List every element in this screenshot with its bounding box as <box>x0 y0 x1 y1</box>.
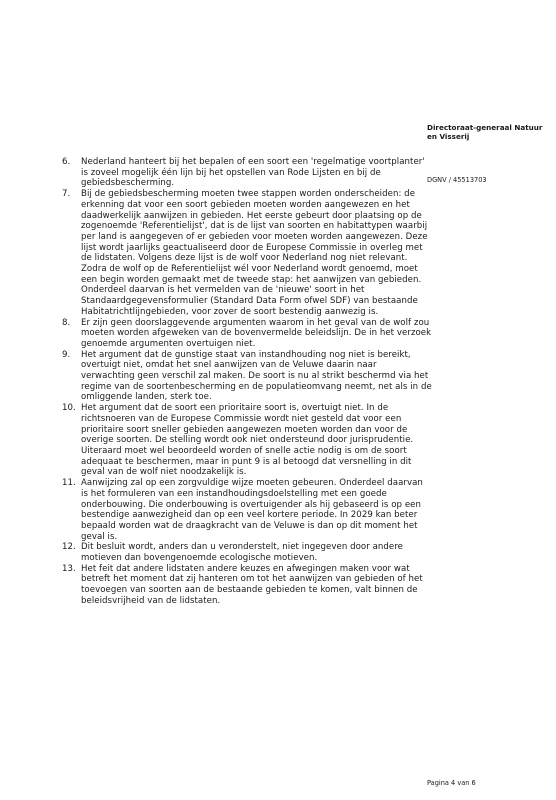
list-item-text: Bij de gebiedsbescherming moeten twee stappen worden onderscheiden: de erkenning dat voor een soort gebieden moeten worden aangewezen en het daadwerkelijk aanwijzen in gebieden. Het eerste gebeurt door plaatsing op de zogenoemde 'Referentielijst', dat is de lijst van soorten en habitattypen waarbij per land is aangegeven of er gebieden voor moeten worden aangewezen. Deze lijst wordt jaarlijks geactualiseerd door de Europese Commissie in overleg met de lidstaten. Volgens deze lijst is de wolf voor Nederland nog niet relevant. Zodra de wolf op de Referentielijst wél voor Nederland wordt genoemd, moet een begin worden gemaakt met de tweede stap: het aanwijzen van gebieden. Onderdeel daarvan is het vermelden van de 'nieuwe' soort in het Standaardgegevensformulier (Standard Data Form ofwel SDF) van bestaande Habitatrichtlijngebieden, voor zover de soort bestendig aanwezig is. <box>81 189 428 317</box>
list-item-text: Aanwijzing zal op een zorgvuldige wijze moeten gebeuren. Onderdeel daarvan is het formuleren van een instandhoudingsdoelstelling met een goede onderbouwing. Die onderbouwing is overtuigender als hij gebaseerd is op een bestendige aanwezigheid dan op een veel kortere periode. In 2029 kan beter bepaald worden wat de draagkracht van de Veluwe is dan op dit moment het geval is. <box>81 478 423 542</box>
list-item <box>62 478 432 542</box>
document-reference: DGNV / 45513703 <box>427 176 487 184</box>
list-item <box>62 403 432 478</box>
list-item <box>62 542 432 563</box>
list-item <box>62 189 432 317</box>
list-item-number: 10. <box>62 403 76 414</box>
numbered-list <box>62 157 432 607</box>
list-item <box>62 157 432 189</box>
list-item-number: 12. <box>62 542 76 553</box>
department-header <box>427 123 552 141</box>
list-item-number: 13. <box>62 563 76 574</box>
list-item-text: Het argument dat de gunstige staat van instandhouding nog niet is bereikt, overtuigt niet, omdat het snel aanwijzen van de Veluwe daarin naar verwachting geen verschil zal maken. De soort is nu al strikt beschermd via het regime van de soortenbescherming en de populatieomvang neemt, net als in de omliggende landen, sterk toe. <box>81 349 432 403</box>
list-item-number: 6. <box>62 157 71 167</box>
list-item-text: Dit besluit wordt, anders dan u veronderstelt, niet ingegeven door andere motieven dan bovengenoemde ecologische motieven. <box>81 542 403 564</box>
list-item <box>62 350 432 404</box>
list-item-text: Nederland hanteert bij het bepalen of een soort een 'regelmatige voortplanter' is zoveel mogelijk één lijn bij het opstellen van Rode Lijsten en bij de gebiedsbescherming. <box>81 157 425 189</box>
department-name-line2: en Visserij <box>427 132 470 141</box>
page-number: Pagina 4 van 6 <box>427 779 476 787</box>
list-item-text: Het feit dat andere lidstaten andere keuzes en afwegingen maken voor wat betreft het moment dat zij hanteren om tot het aanwijzen van gebieden of het toevoegen van soorten aan de bestaande gebieden te komen, valt binnen de beleidsvrijheid van de lidstaten. <box>81 563 423 606</box>
list-item <box>62 318 432 350</box>
list-item-number: 7. <box>62 189 71 200</box>
list-item-text: Er zijn geen doorslaggevende argumenten waarom in het geval van de wolf zou moeten worden afgeweken van de bovenvermelde beleidslijn. De in het verzoek genoemde argumenten overtuigen niet. <box>81 317 432 349</box>
list-item-number: 8. <box>62 317 71 328</box>
department-name-line1: Directoraat-generaal Natuur <box>427 123 543 132</box>
list-item-number: 9. <box>62 349 71 360</box>
list-item-number: 11. <box>62 478 76 489</box>
list-item <box>62 564 432 607</box>
list-item-text: Het argument dat de soort een prioritaire soort is, overtuigt niet. In de richtsnoeren van de Europese Commissie wordt niet gesteld dat voor een prioritaire soort sneller gebieden aangewezen moeten worden dan voor de overige soorten. De stelling wordt ook niet ondersteund door jurisprudentie. Uiteraard moet wel beoordeeld worden of snelle actie nodig is om de soort adequaat te beschermen, maar in punt 9 is al betoogd dat versnelling in dit geval van de wolf niet noodzakelijk is. <box>81 403 414 478</box>
